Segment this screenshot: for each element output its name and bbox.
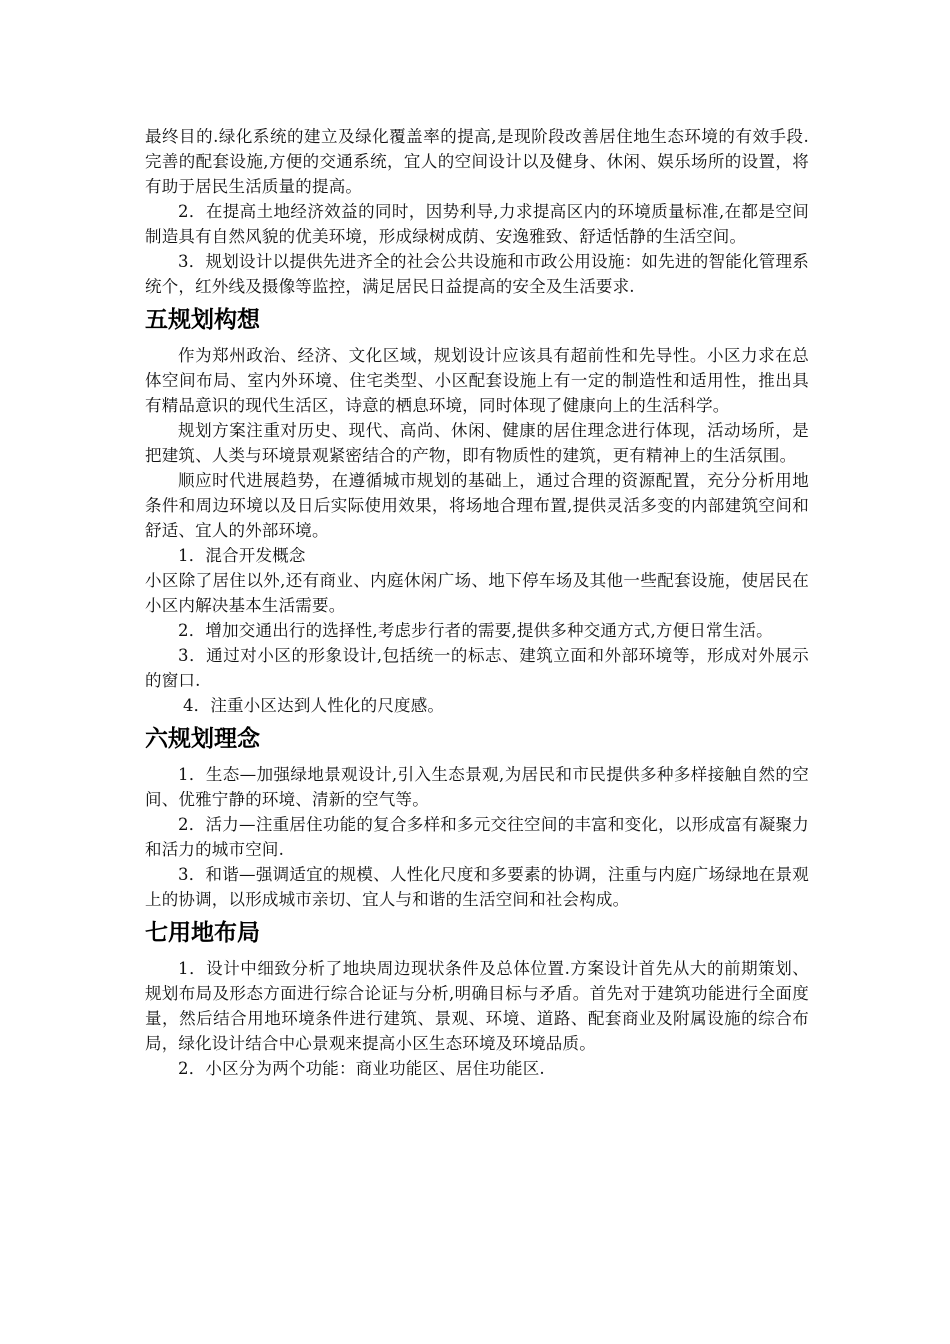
section-heading: 七用地布局 (145, 920, 260, 946)
list-item: 2．活力—注重居住功能的复合多样和多元交往空间的丰富和变化，以形成富有凝聚力和活力的城市空间. (145, 815, 809, 859)
list-item: 2．增加交通出行的选择性,考虑步行者的需要,提供多种交通方式,方便日常生活。 (178, 621, 773, 640)
list-item: 3．和谐—强调适宜的规模、人性化尺度和多要素的协调，注重与内庭广场绿地在景观上的协调，以形成城市亲切、宜人与和谐的生活空间和社会构成。 (145, 865, 809, 909)
body-paragraph: 顺应时代进展趋势，在遵循城市规划的基础上，通过合理的资源配置，充分分析用地条件和周边环境以及日后实际使用效果，将场地合理布置,提供灵活多变的内部建筑空间和舒适、宜人的外部环境。 (145, 471, 809, 540)
list-item: 1．生态—加强绿地景观设计,引入生态景观,为居民和市民提供多种多样接触自然的空间、优雅宁静的环境、清新的空气等。 (145, 765, 809, 809)
section-land-use-layout (145, 918, 809, 1081)
intro-paragraph: 3．规划设计以提供先进齐全的社会公共设施和市政公用设施：如先进的智能化管理系统个，红外线及摄像等监控，满足居民日益提高的安全及生活要求. (145, 252, 809, 296)
document-page (145, 124, 809, 1081)
section-heading: 六规划理念 (145, 726, 260, 752)
list-item-heading: 1．混合开发概念 (178, 546, 306, 565)
body-paragraph: 小区除了居住以外,还有商业、内庭休闲广场、地下停车场及其他一些配套设施，使居民在小区内解决基本生活需要。 (145, 571, 809, 615)
body-paragraph: 作为郑州政治、经济、文化区域，规划设计应该具有超前性和先导性。小区力求在总体空间布局、室内外环境、住宅类型、小区配套设施上有一定的制造性和适用性，推出具有精品意识的现代生活区，诗意的栖息环境，同时体现了健康向上的生活科学。 (145, 346, 809, 415)
list-item: 3．通过对小区的形象设计,包括统一的标志、建筑立面和外部环境等，形成对外展示的窗口. (145, 646, 809, 690)
section-planning-concept (145, 305, 809, 718)
list-item: 4．注重小区达到人性化的尺度感。 (182, 696, 445, 715)
body-paragraph: 规划方案注重对历史、现代、高尚、休闲、健康的居住理念进行体现，活动场所，是把建筑、人类与环境景观紧密结合的产物，即有物质性的建筑，更有精神上的生活氛围。 (145, 421, 809, 465)
section-heading: 五规划构想 (145, 307, 260, 333)
intro-paragraph: 2．在提高土地经济效益的同时，因势利导,力求提高区内的环境质量标准,在都是空间制造具有自然风貌的优美环境，形成绿树成荫、安逸雅致、舒适恬静的生活空间。 (145, 202, 809, 246)
section-planning-philosophy (145, 724, 809, 912)
intro-section (145, 124, 809, 299)
list-item: 2．小区分为两个功能：商业功能区、居住功能区. (178, 1059, 545, 1078)
list-item: 1．设计中细致分析了地块周边现状条件及总体位置.方案设计首先从大的前期策划、规划布局及形态方面进行综合论证与分析,明确目标与矛盾。首先对于建筑功能进行全面度量，然后结合用地环境条件进行建筑、景观、环境、道路、配套商业及附属设施的综合布局，绿化设计结合中心景观来提高小区生态环境及环境品质。 (145, 959, 809, 1053)
intro-paragraph: 最终目的.绿化系统的建立及绿化覆盖率的提高,是现阶段改善居住地生态环境的有效手段.完善的配套设施,方便的交通系统，宜人的空间设计以及健身、休闲、娱乐场所的设置，将有助于居民生活质量的提高。 (145, 127, 809, 196)
